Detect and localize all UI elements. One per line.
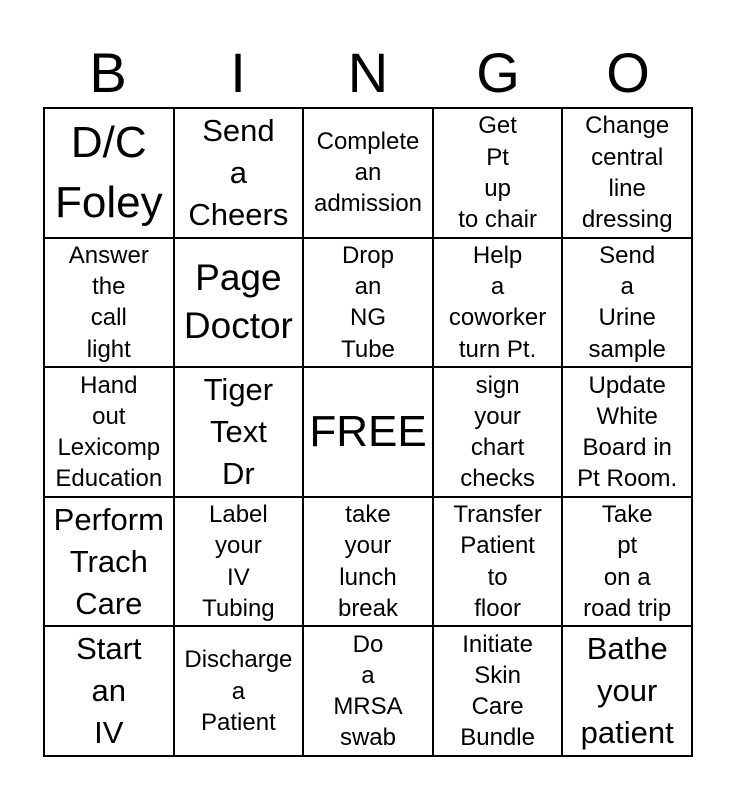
bingo-cell-r1c4[interactable] [433,108,563,238]
bingo-cell-r2c2[interactable] [174,238,304,368]
bingo-cell-r5c4[interactable] [433,626,563,756]
bingo-cell-r5c3[interactable] [303,626,433,756]
cell-text: D/C Foley [55,118,163,227]
cell-text: Perform Trach Care [53,501,164,621]
header-letter-n: N [347,41,389,104]
cell-text: Send a Cheers [188,113,289,232]
cell-text: Update White Board in Pt Room. [577,371,678,493]
bingo-cell-r5c1[interactable] [44,626,174,756]
cell-text: Drop an NG Tube [341,242,395,363]
bingo-cell-r3c2[interactable] [174,367,304,497]
bingo-cell-r1c3[interactable] [303,108,433,238]
bingo-board [43,107,693,757]
bingo-header [43,38,693,108]
header-letter-g: G [476,41,520,104]
cell-text: Hand out Lexicomp Education [55,371,163,493]
bingo-cell-r3c4[interactable] [433,367,563,497]
bingo-cell-r1c2[interactable] [174,108,304,238]
bingo-cell-r4c3[interactable] [303,497,433,627]
bingo-cell-r4c4[interactable] [433,497,563,627]
cell-text: Page Doctor [183,257,293,347]
bingo-cell-r5c5[interactable] [562,626,692,756]
cell-text: Bathe your patient [580,631,674,751]
bingo-cell-r3c1[interactable] [44,367,174,497]
cell-text: Discharge a Patient [184,646,293,736]
cell-text: Complete an admission [313,128,423,218]
bingo-cell-r2c3[interactable] [303,238,433,368]
cell-text: Answer the call light [68,242,149,363]
bingo-cell-free[interactable] [303,367,433,497]
free-space-text: FREE [309,407,427,457]
bingo-cell-r1c1[interactable] [44,108,174,238]
bingo-cell-r2c1[interactable] [44,238,174,368]
cell-text: Take pt on a road trip [583,501,672,622]
bingo-cell-r1c5[interactable] [562,108,692,238]
cell-text: Label your IV Tubing [202,501,275,622]
bingo-cell-r3c5[interactable] [562,367,692,497]
cell-text: Do a MRSA swab [333,630,403,752]
cell-text: Change central line dressing [581,112,673,233]
cell-text: take your lunch break [337,501,399,622]
cell-text: Tiger Text Dr [203,372,274,491]
header-letter-b: B [89,41,127,104]
bingo-cell-r4c5[interactable] [562,497,692,627]
bingo-cell-r2c5[interactable] [562,238,692,368]
cell-text: Send a Urine sample [588,242,666,363]
cell-text: Help a coworker turn Pt. [448,242,547,363]
bingo-cell-r2c4[interactable] [433,238,563,368]
bingo-cell-r4c2[interactable] [174,497,304,627]
cell-text: Start an IV [76,631,142,751]
cell-text: Get Pt up to chair [458,112,537,233]
header-letter-o: O [606,41,650,104]
bingo-cell-r5c2[interactable] [174,626,304,756]
cell-text: Transfer Patient to floor [453,501,542,622]
cell-text: Initiate Skin Care Bundle [460,630,535,752]
bingo-cell-r4c1[interactable] [44,497,174,627]
cell-text: sign your chart checks [460,371,535,493]
header-letter-i: I [230,41,246,104]
